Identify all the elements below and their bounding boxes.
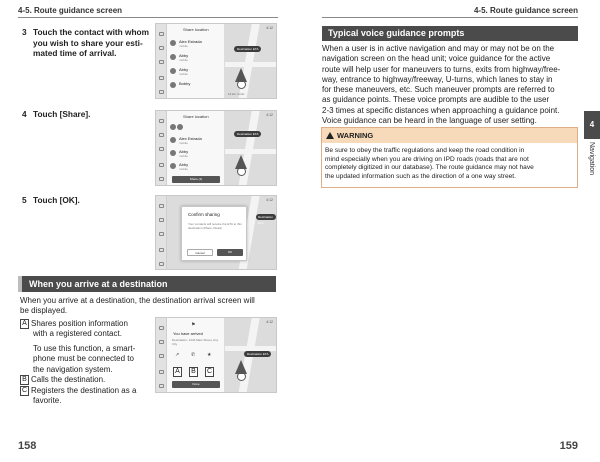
step-text — [33, 27, 149, 59]
intro-line: When you arrive at a destination, the destination arrival screen will — [20, 296, 255, 305]
chapter-tab-label: Navigation — [588, 142, 595, 176]
marker-b: B — [20, 375, 29, 385]
item-note — [33, 344, 153, 375]
settings-icon — [159, 90, 164, 94]
dialog-message: Your contacts will receive the ETA to this destination (Place, Road) — [188, 222, 242, 230]
phone-icon — [159, 133, 164, 137]
left-header-rule — [18, 17, 278, 18]
screenshot-share-location — [155, 23, 277, 99]
contact-item[interactable] — [170, 161, 222, 172]
warning-body — [325, 147, 575, 181]
contact-sub: mobile — [179, 72, 188, 76]
share-button[interactable]: Share (1) — [172, 176, 220, 183]
item-line: Shares position information — [31, 319, 128, 328]
voice-guidance-body — [322, 44, 584, 126]
body-line: way, entrance to highway/freeway, U-turns, which lanes to stay in — [322, 74, 553, 84]
status-time: 4:12 — [266, 198, 273, 202]
contact-name: Abby — [179, 149, 189, 154]
chapter-tab[interactable]: 4 — [584, 111, 600, 139]
contact-name: Alex Estrada — [179, 136, 202, 141]
map-area — [225, 24, 276, 98]
step-line: Touch the contact with whom — [33, 27, 149, 37]
intro-line: be displayed. — [20, 306, 68, 316]
nav-icon — [159, 326, 164, 330]
callout-a: A — [173, 367, 182, 377]
eta-readout: 12 km 4 min — [228, 92, 245, 96]
step-number: 3 — [22, 27, 27, 37]
status-time: 4:12 — [266, 26, 273, 30]
settings-icon — [159, 384, 164, 388]
status-time: 4:12 — [266, 113, 273, 117]
phone-icon — [159, 46, 164, 50]
media-icon — [159, 232, 164, 236]
step-line: mated time of arrival. — [33, 48, 117, 58]
contact-item[interactable] — [170, 66, 222, 77]
voice-guidance-title: Typical voice guidance prompts — [322, 26, 578, 41]
side-rail — [156, 111, 167, 185]
warning-line: completely digitized in our database). The route guidance may not have — [325, 164, 534, 172]
apps-icon — [159, 76, 164, 80]
warning-box — [321, 127, 578, 188]
item-line: the navigation system. — [33, 364, 113, 374]
body-line: navigation screen on the head unit; voice guidance for the active — [322, 54, 551, 64]
item-b — [20, 375, 150, 385]
avatar — [177, 124, 183, 130]
contact-item[interactable] — [170, 80, 222, 91]
status-time: 4:12 — [266, 320, 273, 324]
apps-icon — [159, 248, 164, 252]
media-icon — [159, 147, 164, 151]
nav-icon — [159, 32, 164, 36]
step-text: Touch [OK]. — [33, 195, 80, 205]
item-line: phone must be connected to — [33, 354, 134, 364]
item-c — [20, 386, 150, 407]
warning-line: Be sure to obey the traffic regulations and keep the road condition in — [325, 147, 525, 154]
apps-icon — [159, 163, 164, 167]
marker-c: C — [21, 387, 28, 394]
nav-icon — [159, 119, 164, 123]
warning-header — [322, 128, 577, 143]
media-icon — [159, 354, 164, 358]
marker-a: A — [20, 319, 29, 329]
direction-arrow-icon — [235, 360, 247, 374]
step-5 — [22, 195, 157, 207]
ok-button[interactable]: OK — [217, 249, 243, 256]
apps-icon — [159, 370, 164, 374]
item-line: Registers the destination as a — [31, 386, 137, 395]
step-4 — [22, 109, 157, 121]
avatar — [170, 68, 176, 74]
road — [225, 149, 277, 154]
step-line: you wish to share your esti- — [33, 37, 143, 48]
item-line: favorite. — [33, 396, 62, 406]
avatar — [170, 163, 176, 169]
favorite-icon[interactable]: ★ — [207, 352, 212, 358]
panel-title: Share location — [183, 27, 209, 32]
contact-item[interactable] — [170, 52, 222, 63]
road — [225, 62, 277, 67]
dialog-title: Confirm sharing — [188, 212, 220, 217]
page-number-left: 158 — [18, 440, 37, 452]
contact-item[interactable] — [170, 135, 222, 146]
step-3 — [22, 27, 157, 61]
flag-icon: ⚑ — [191, 322, 196, 328]
map-area — [225, 111, 276, 185]
avatar — [170, 54, 176, 60]
call-icon[interactable]: ✆ — [191, 352, 196, 358]
media-icon — [159, 60, 164, 64]
destination-tag: Destination ETA — [256, 214, 276, 220]
body-line: Voice guidance can be heard in the language of user setting. — [322, 116, 537, 126]
selected-avatars — [170, 122, 222, 133]
warning-title: WARNING — [337, 131, 374, 140]
screenshot-arrival — [155, 317, 277, 393]
body-line: for these maneuvers, etc. Such maneuver prompts are referred to — [322, 85, 555, 95]
contact-name: Bobby — [179, 81, 191, 86]
warning-line: mind especially when you are driving on IPD roads (roads that are not — [325, 155, 529, 163]
nav-icon — [159, 204, 164, 208]
share-location-icon[interactable]: ↗ — [175, 352, 180, 358]
item-line: To use this function, a smart- — [33, 344, 136, 353]
contact-sub: mobile — [179, 167, 188, 171]
side-rail — [156, 24, 167, 98]
contact-name: Alex Estrada — [179, 39, 202, 44]
step-number: 5 — [22, 195, 27, 205]
callout-c: C — [206, 368, 213, 375]
body-line: route will help user for maneuvers to turns, exits from highway/free- — [322, 64, 561, 74]
destination-tag: Destination ETA — [244, 351, 271, 357]
body-line: 2-3 times at specific distances when approaching a guidance point. — [322, 105, 560, 115]
avatar — [170, 124, 176, 130]
contact-sub: mobile — [179, 154, 188, 158]
arrival-title: You have arrived — [173, 331, 203, 336]
screenshot-confirm-sharing — [155, 195, 277, 270]
contact-sub: mobile — [179, 44, 188, 48]
arrival-section-title: When you arrive at a destination — [18, 276, 276, 292]
settings-icon — [159, 177, 164, 181]
step-text: Touch [Share]. — [33, 109, 91, 119]
phone-icon — [159, 218, 164, 222]
item-a — [20, 319, 150, 340]
contact-sub: mobile — [179, 58, 188, 62]
contact-name: Abby — [179, 67, 189, 72]
direction-arrow-icon — [235, 155, 247, 169]
step-number: 4 — [22, 109, 27, 119]
right-header-rule — [322, 17, 578, 18]
page-number-right: 159 — [559, 440, 578, 452]
side-rail — [156, 318, 167, 392]
direction-arrow-icon — [235, 68, 247, 82]
callout-b: B — [189, 367, 198, 377]
avatar — [170, 137, 176, 143]
contact-name: Abby — [179, 162, 189, 167]
destination-tag: Destination ETA — [234, 131, 261, 137]
contact-name: Abby — [179, 53, 189, 58]
arrival-address: Destination: 1234 Main Street, Any City — [172, 338, 219, 346]
avatar — [170, 150, 176, 156]
cancel-button[interactable]: Cancel — [187, 249, 213, 256]
item-line: Calls the destination. — [31, 375, 106, 384]
side-rail — [156, 196, 167, 269]
destination-tag: Destination ETA — [234, 46, 261, 52]
phone-icon — [159, 340, 164, 344]
body-line: as guidance points. These voice prompts are audible to the user — [322, 95, 550, 105]
body-line: When a user is in active navigation and may or may not be on the — [322, 44, 555, 53]
avatar — [170, 40, 176, 46]
left-page-header: 4-5. Route guidance screen — [18, 6, 123, 15]
avatar — [170, 82, 176, 88]
screenshot-share-selected — [155, 110, 277, 186]
confirm-dialog — [181, 206, 247, 261]
right-page-header: 4-5. Route guidance screen — [473, 6, 578, 15]
arrival-intro — [20, 296, 278, 317]
contact-item[interactable] — [170, 38, 222, 49]
arrival-panel — [167, 318, 225, 392]
item-line: with a registered contact. — [33, 329, 122, 339]
done-button[interactable]: Done — [172, 381, 220, 388]
warning-icon — [326, 132, 334, 139]
settings-icon — [159, 262, 164, 266]
contact-item[interactable] — [170, 148, 222, 159]
panel-title: Share location — [183, 114, 209, 119]
warning-line: the updated information such as the direction of a one way street. — [325, 172, 516, 180]
contact-sub: mobile — [179, 141, 188, 145]
